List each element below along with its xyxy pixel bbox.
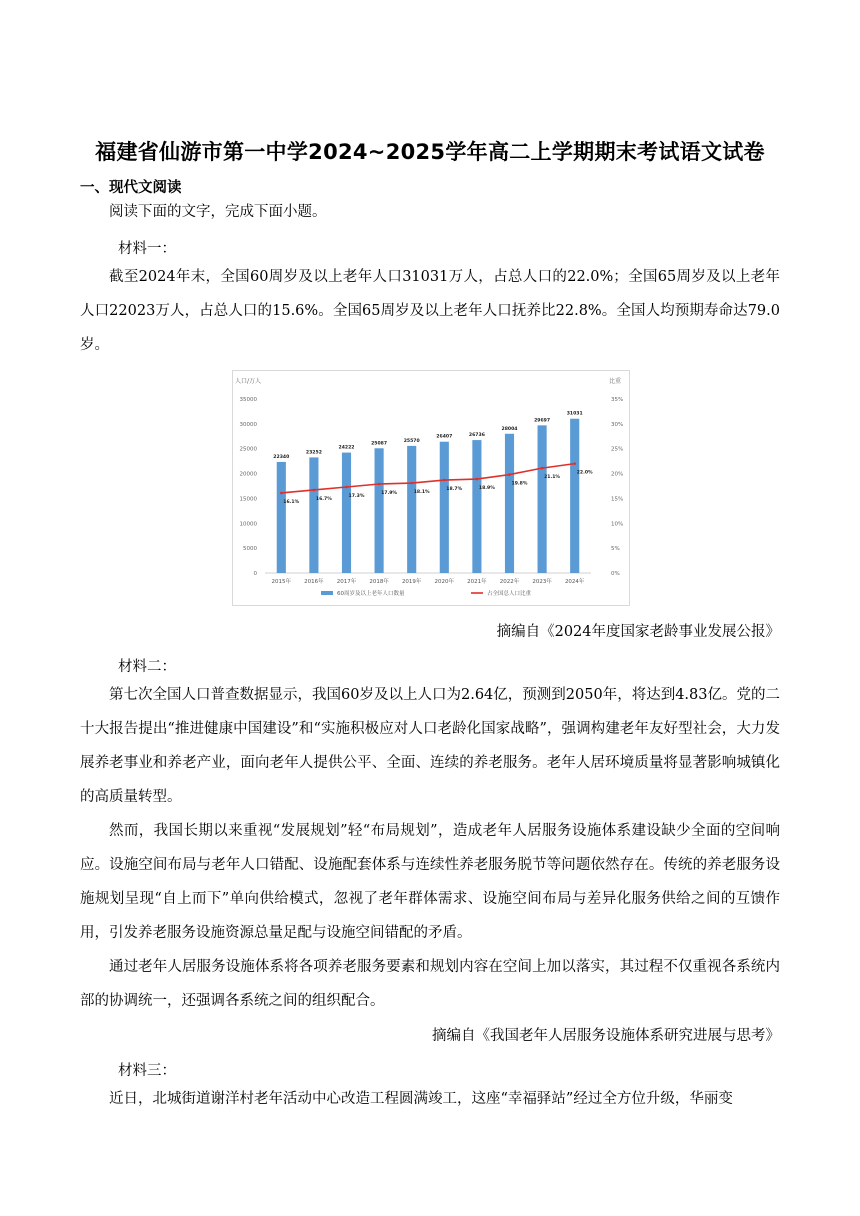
material-three-label: 材料三：	[118, 1063, 176, 1079]
material-two-source: 摘编自《我国老年人居服务设施体系研究进展与思考》	[432, 1028, 780, 1044]
material-two-para-1: 第七次全国人口普查数据显示，我国60岁及以上人口为2.64亿，预测到2050年，将达到4.83亿。党的二十大报告提出“推进健康中国建设”和“实施积极应对人口老龄化国家战略”，强调构建老年友好型社会，大力发展养老事业和养老产业，面向老年人提供公平、全面、连续的养老服务。老年人居环境质量将显著影响城镇化的高质量转型。	[80, 687, 780, 805]
left-tick-label: 25000	[239, 446, 257, 453]
line-point	[443, 479, 446, 482]
x-tick-label: 2018年	[369, 579, 389, 585]
bar-value-label: 31031	[566, 411, 583, 417]
legend-label-bars: 60周岁及以上老年人口数量	[337, 591, 405, 597]
bar	[342, 453, 351, 573]
legend-label-line: 占全国总人口比重	[487, 591, 532, 597]
bar	[277, 462, 286, 573]
line-point	[410, 482, 413, 485]
x-tick-label: 2022年	[499, 579, 520, 585]
bar	[570, 419, 579, 573]
bar	[538, 425, 547, 573]
bar	[440, 442, 449, 573]
line-value-label: 18.1%	[413, 490, 430, 496]
right-tick-label: 20%	[611, 471, 624, 478]
x-tick-label: 2020年	[434, 579, 455, 585]
material-one-label: 材料一：	[118, 241, 176, 257]
right-tick-label: 0%	[611, 571, 620, 577]
line-value-label: 18.7%	[446, 487, 463, 493]
left-tick-label: 0	[253, 571, 257, 577]
right-tick-label: 10%	[611, 521, 624, 528]
bar-value-label: 29697	[534, 418, 551, 424]
intro-text: 阅读下面的文字，完成下面小题。	[109, 204, 327, 220]
bar-value-label: 28004	[501, 426, 518, 432]
line-value-label: 19.8%	[511, 481, 528, 487]
material-two-para-3: 通过老年人居服务设施体系将各项养老服务要素和规划内容在空间上加以落实，其过程不仅重视各系统内部的协调统一，还强调各系统之间的组织配合。	[80, 959, 780, 1009]
bar-value-label: 26407	[436, 434, 453, 440]
section-heading: 一、现代文阅读	[80, 180, 182, 196]
right-tick-label: 5%	[611, 546, 620, 553]
bar-value-label: 24222	[338, 445, 355, 451]
line-point	[508, 473, 511, 476]
bar-value-label: 25087	[371, 441, 388, 447]
left-tick-label: 35000	[239, 397, 257, 403]
line-value-label: 18.9%	[478, 486, 495, 492]
left-tick-label: 10000	[239, 521, 257, 528]
material-one-source: 摘编自《2024年度国家老龄事业发展公报》	[496, 624, 780, 640]
x-tick-label: 2021年	[467, 579, 487, 585]
right-tick-label: 35%	[611, 397, 624, 403]
line-point	[378, 483, 381, 486]
legend-swatch-bars	[321, 591, 333, 595]
x-tick-label: 2024年	[564, 579, 585, 585]
left-tick-label: 30000	[239, 421, 257, 428]
x-tick-label: 2017年	[336, 579, 357, 585]
material-two-label: 材料二：	[118, 659, 176, 675]
x-tick-label: 2016年	[304, 579, 324, 585]
page-title: 福建省仙游市第一中学2024~2025学年高二上学期期末考试语文试卷	[95, 140, 765, 164]
bar-value-label: 23252	[305, 450, 322, 456]
line-value-label: 16.1%	[283, 499, 300, 505]
right-tick-label: 25%	[611, 446, 624, 453]
bar	[472, 440, 481, 573]
x-tick-label: 2023年	[532, 579, 552, 585]
material-two-para-2: 然而，我国长期以来重视“发展规划”轻“布局规划”，造成老年人居服务设施体系建设缺少全面的空间响应。设施空间布局与老年人口错配、设施配套体系与连续性养老服务脱节等问题依然存在。传统的养老服务设施规划呈现“自上而下”单向供给模式，忽视了老年群体需求、设施空间布局与差异化服务供给之间的互馈作用，引发养老服务设施资源总量足配与设施空间错配的矛盾。	[80, 823, 780, 941]
line-point	[345, 486, 348, 489]
line-point	[476, 478, 479, 481]
line-value-label: 22.0%	[576, 470, 593, 476]
line-value-label: 16.7%	[315, 496, 332, 502]
line-point	[313, 489, 316, 492]
bar	[505, 434, 514, 573]
right-tick-label: 30%	[611, 421, 624, 428]
line-point	[573, 462, 576, 465]
x-tick-label: 2019年	[401, 579, 422, 585]
population-chart	[232, 370, 630, 606]
material-one-text: 截至2024年末，全国60周岁及以上老年人口31031万人，占总人口的22.0%；全国65周岁及以上老年人口22023万人，占总人口的15.6%。全国65周岁及以上老年人口抚养比22.8%。全国人均预期寿命达79.0岁。	[80, 269, 780, 353]
bar	[407, 446, 416, 573]
line-value-label: 17.9%	[381, 491, 398, 497]
right-axis-title: 比重	[609, 378, 622, 385]
line-point	[541, 467, 544, 470]
line-point	[280, 492, 283, 495]
left-tick-label: 15000	[239, 496, 257, 503]
bar-value-label: 22340	[273, 454, 290, 460]
line-value-label: 17.3%	[348, 493, 365, 499]
bar-value-label: 25570	[403, 438, 420, 444]
left-axis-title: 人口/万人	[235, 378, 262, 385]
left-tick-label: 5000	[243, 546, 257, 553]
right-tick-label: 15%	[611, 496, 624, 503]
x-tick-label: 2015年	[271, 579, 292, 585]
line-value-label: 21.1%	[544, 475, 561, 481]
chart-svg	[233, 371, 629, 605]
material-three-text: 近日，北城街道谢洋村老年活动中心改造工程圆满竣工，这座“幸福驿站”经过全方位升级，华丽变	[109, 1091, 733, 1107]
bar	[309, 457, 318, 573]
bar-value-label: 26736	[468, 433, 485, 439]
left-tick-label: 20000	[239, 471, 257, 478]
bar	[375, 448, 384, 573]
